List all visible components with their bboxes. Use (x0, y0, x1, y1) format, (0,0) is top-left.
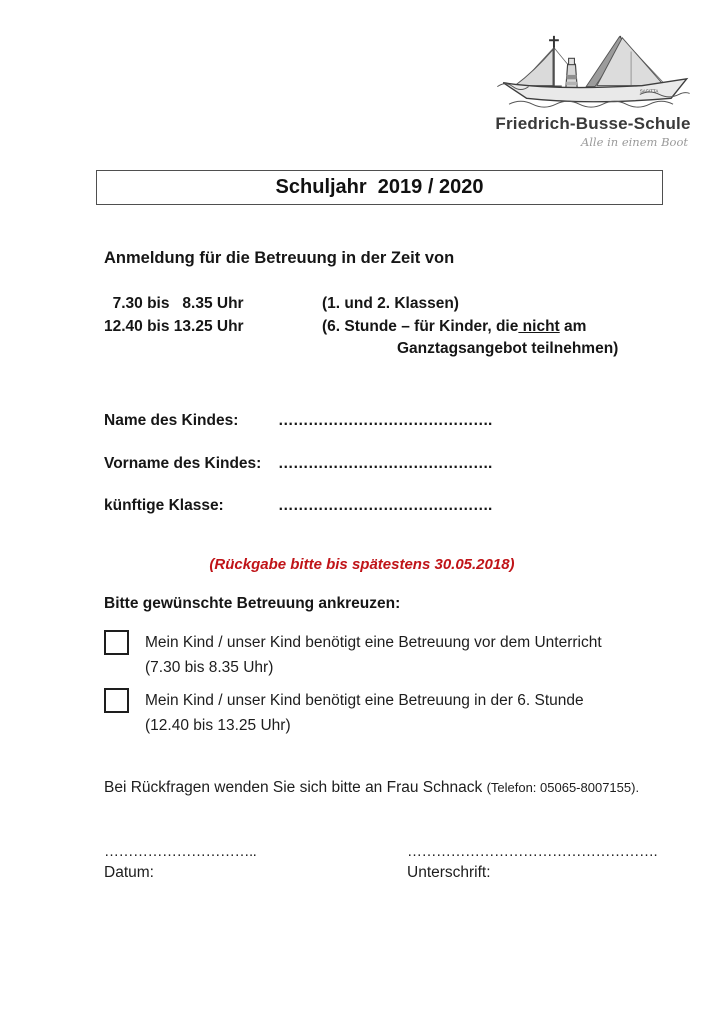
times-table (104, 293, 618, 361)
deadline-note: (Rückgabe bitte bis spätestens 30.05.2018) (209, 556, 515, 573)
option-sixth-lesson-care-line2: (12.40 bis 13.25 Uhr) (145, 717, 291, 734)
school-name: Friedrich-Busse-Schule (495, 114, 691, 133)
field-firstname-line: ……………………………………. (278, 454, 492, 472)
signature-label: Unterschrift: (407, 864, 491, 881)
contact-line (104, 779, 639, 797)
field-class-label: künftige Klasse: (104, 497, 224, 514)
time-row-2 (104, 316, 618, 339)
intro-heading: Anmeldung für die Betreuung in der Zeit von (104, 249, 455, 267)
contact-text: Bei Rückfragen wenden Sie sich bitte an Frau Schnack (104, 779, 483, 796)
signature-block (104, 843, 664, 882)
field-name-label: Name des Kindes: (104, 412, 239, 429)
checkbox-section-heading: Bitte gewünschte Betreuung ankreuzen: (104, 595, 401, 612)
field-class-line: ……………………………………. (278, 497, 492, 514)
option-morning-care-line2: (7.30 bis 8.35 Uhr) (145, 659, 274, 676)
title-box (96, 170, 663, 205)
checkbox-sixth-lesson-care[interactable] (104, 688, 129, 713)
checkbox-morning-care[interactable] (104, 630, 129, 655)
time-note-2-prefix: (6. Stunde – für Kinder, die (322, 317, 519, 335)
time-note-2-underlined: nicht (518, 317, 560, 335)
boat-name-label: SAGITTA (639, 88, 659, 94)
date-label: Datum: (104, 864, 154, 881)
option-sixth-lesson-care (104, 687, 584, 738)
option-sixth-lesson-care-text (145, 688, 584, 738)
field-class (104, 497, 492, 516)
time-note-2-suffix: am (559, 317, 587, 335)
time-range-2: 12.40 bis 13.25 Uhr (104, 317, 244, 335)
time-note-continuation: Ganztagsangebot teilnehmen) (397, 340, 619, 357)
contact-phone: (Telefon: 05065-8007155). (486, 780, 640, 795)
option-sixth-lesson-care-line1: Mein Kind / unser Kind benötigt eine Betreuung in der 6. Stunde (145, 692, 584, 709)
field-firstname-label: Vorname des Kindes: (104, 454, 262, 472)
school-tagline: Alle in einem Boot (580, 135, 688, 149)
field-firstname (104, 455, 492, 474)
field-name (104, 412, 492, 431)
signature-line: ……………………………………………. (407, 843, 658, 860)
signature-column (407, 843, 657, 882)
date-line: ………………………….. (104, 843, 257, 860)
field-name-line: ……………………………………. (278, 412, 492, 429)
time-range-1: 7.30 bis 8.35 Uhr (104, 295, 244, 312)
time-row-1 (104, 293, 618, 316)
boat-icon (495, 30, 691, 112)
school-logo (492, 30, 694, 149)
option-morning-care-text (145, 630, 602, 680)
fill-in-fields (104, 412, 492, 540)
time-note-1: (1. und 2. Klassen) (322, 295, 459, 312)
date-column (104, 843, 407, 882)
option-morning-care (104, 629, 602, 680)
time-row-3 (104, 338, 618, 361)
time-note-2 (322, 316, 586, 339)
option-morning-care-line1: Mein Kind / unser Kind benötigt eine Betreuung vor dem Unterricht (145, 634, 602, 651)
page-title: Schuljahr 2019 / 2020 (275, 176, 484, 198)
